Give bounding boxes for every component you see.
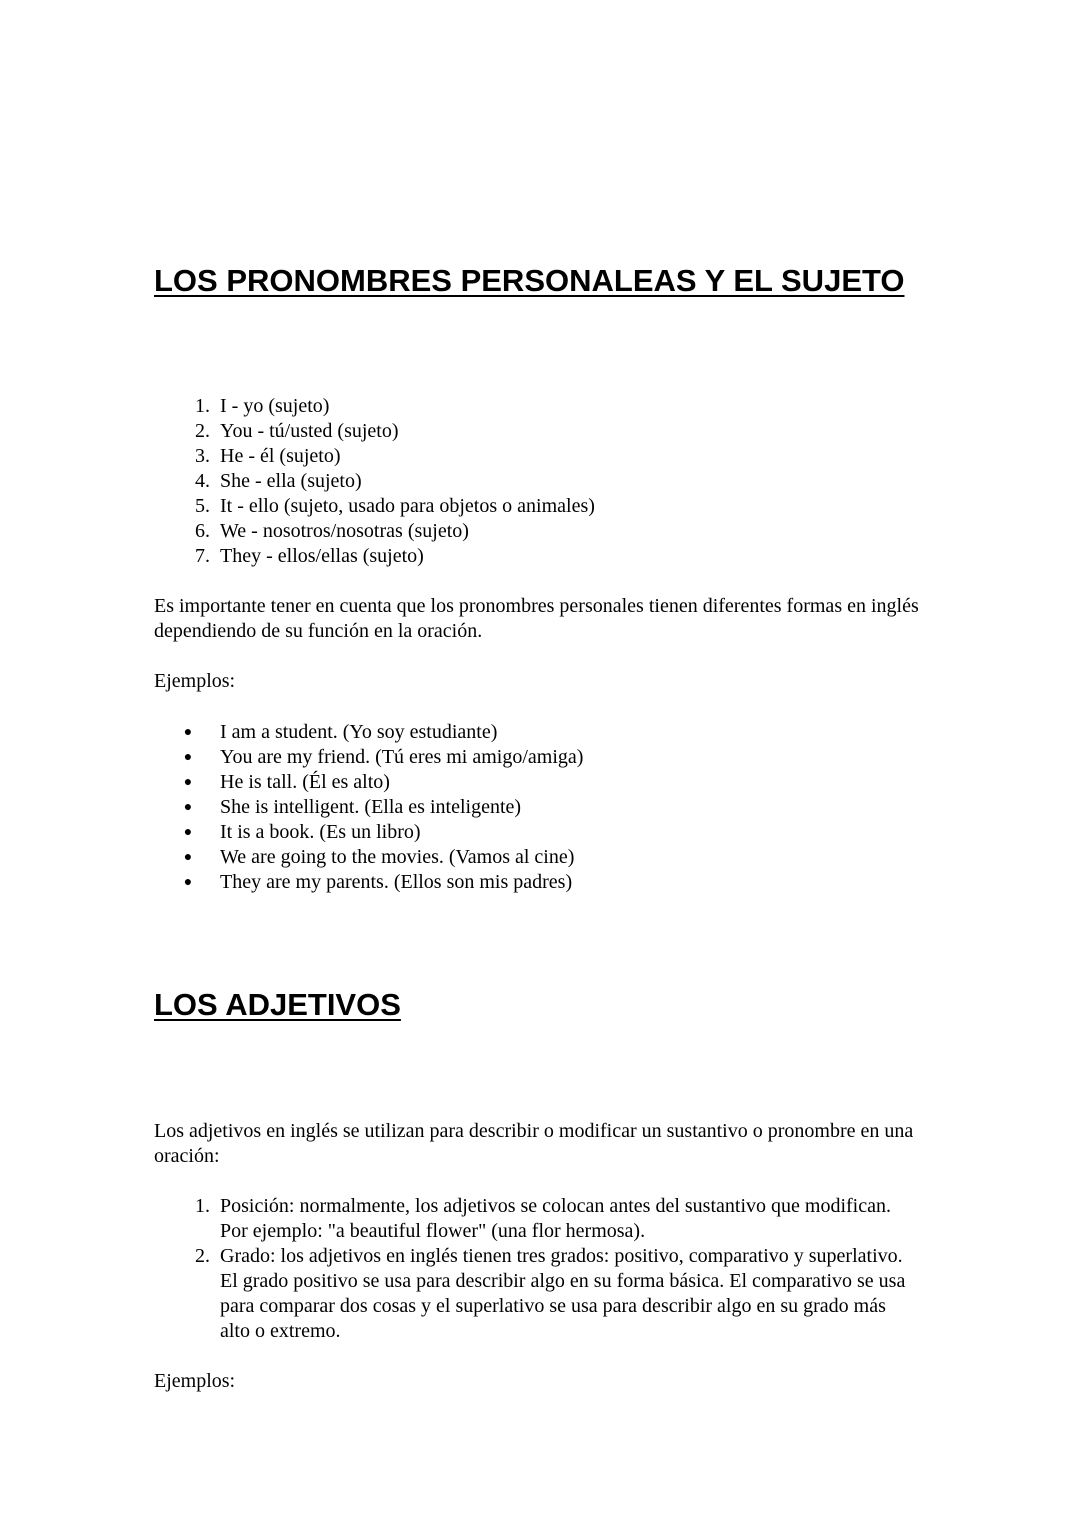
section-title-pronombres: LOS PRONOMBRES PERSONALEAS Y EL SUJETO: [154, 263, 905, 298]
list-item: [154, 544, 914, 569]
list-item: [154, 394, 914, 419]
list-number: 2.: [195, 1245, 210, 1267]
list-item: [154, 720, 914, 745]
list-item: [154, 519, 914, 544]
pronoun-list: [154, 394, 914, 569]
bullet-icon: ●: [183, 725, 193, 740]
list-item: [154, 845, 914, 870]
list-item: [154, 870, 914, 895]
list-item: [154, 419, 914, 444]
list-item: [154, 1194, 910, 1244]
examples-label: Ejemplos:: [154, 670, 236, 692]
list-item: [154, 444, 914, 469]
list-number: 3.: [195, 445, 210, 467]
list-item-text: It is a book. (Es un libro): [220, 821, 421, 843]
pronouns-intro-paragraph: Es importante tener en cuenta que los pronombres personales tienen diferentes formas en inglés dependiendo de su función en la oración.: [154, 595, 919, 642]
examples-label: Ejemplos:: [154, 1370, 236, 1392]
bullet-icon: ●: [183, 850, 193, 865]
list-item-text: You are my friend. (Tú eres mi amigo/amiga): [220, 746, 584, 768]
pronoun-examples-list: [154, 720, 914, 895]
adjective-rules-list: [154, 1194, 914, 1344]
list-item-text: We - nosotros/nosotras (sujeto): [220, 520, 469, 542]
bullet-icon: ●: [183, 775, 193, 790]
list-item: [154, 820, 914, 845]
adjectives-intro-paragraph: Los adjetivos en inglés se utilizan para describir o modificar un sustantivo o pronombre en una oración:: [154, 1120, 914, 1167]
bullet-icon: ●: [183, 825, 193, 840]
list-item-text: She is intelligent. (Ella es inteligente): [220, 796, 522, 818]
list-item-text: Grado: los adjetivos en inglés tienen tres grados: positivo, comparativo y superlativo. El grado positivo se usa para describir algo en su forma básica. El comparativo se usa para comparar dos cosas y el superlativo se usa para describir algo en su grado más alto o extremo.: [220, 1245, 906, 1342]
bullet-icon: ●: [183, 800, 193, 815]
list-number: 1.: [195, 1195, 210, 1217]
list-item-text: We are going to the movies. (Vamos al cine): [220, 846, 575, 868]
list-number: 6.: [195, 520, 210, 542]
list-item-text: Posición: normalmente, los adjetivos se colocan antes del sustantivo que modifican. Por ejemplo: "a beautiful flower" (una flor hermosa).: [220, 1195, 891, 1242]
list-item-text: You - tú/usted (sujeto): [220, 420, 399, 442]
list-item: [154, 795, 914, 820]
list-item: [154, 469, 914, 494]
list-number: 2.: [195, 420, 210, 442]
list-number: 7.: [195, 545, 210, 567]
list-item: [154, 494, 914, 519]
list-number: 1.: [195, 395, 210, 417]
list-item-text: I - yo (sujeto): [220, 395, 330, 417]
list-item-text: They - ellos/ellas (sujeto): [220, 545, 424, 567]
bullet-icon: ●: [183, 875, 193, 890]
section-title-adjetivos: LOS ADJETIVOS: [154, 987, 401, 1022]
list-number: 4.: [195, 470, 210, 492]
list-item-text: It - ello (sujeto, usado para objetos o animales): [220, 495, 595, 517]
list-item-text: I am a student. (Yo soy estudiante): [220, 721, 498, 743]
bullet-icon: ●: [183, 750, 193, 765]
list-item: [154, 745, 914, 770]
list-item-text: They are my parents. (Ellos son mis padres): [220, 871, 573, 893]
list-item-text: He is tall. (Él es alto): [220, 771, 390, 793]
list-item-text: He - él (sujeto): [220, 445, 341, 467]
list-item-text: She - ella (sujeto): [220, 470, 362, 492]
list-item: [154, 770, 914, 795]
list-number: 5.: [195, 495, 210, 517]
list-item: [154, 1244, 910, 1344]
